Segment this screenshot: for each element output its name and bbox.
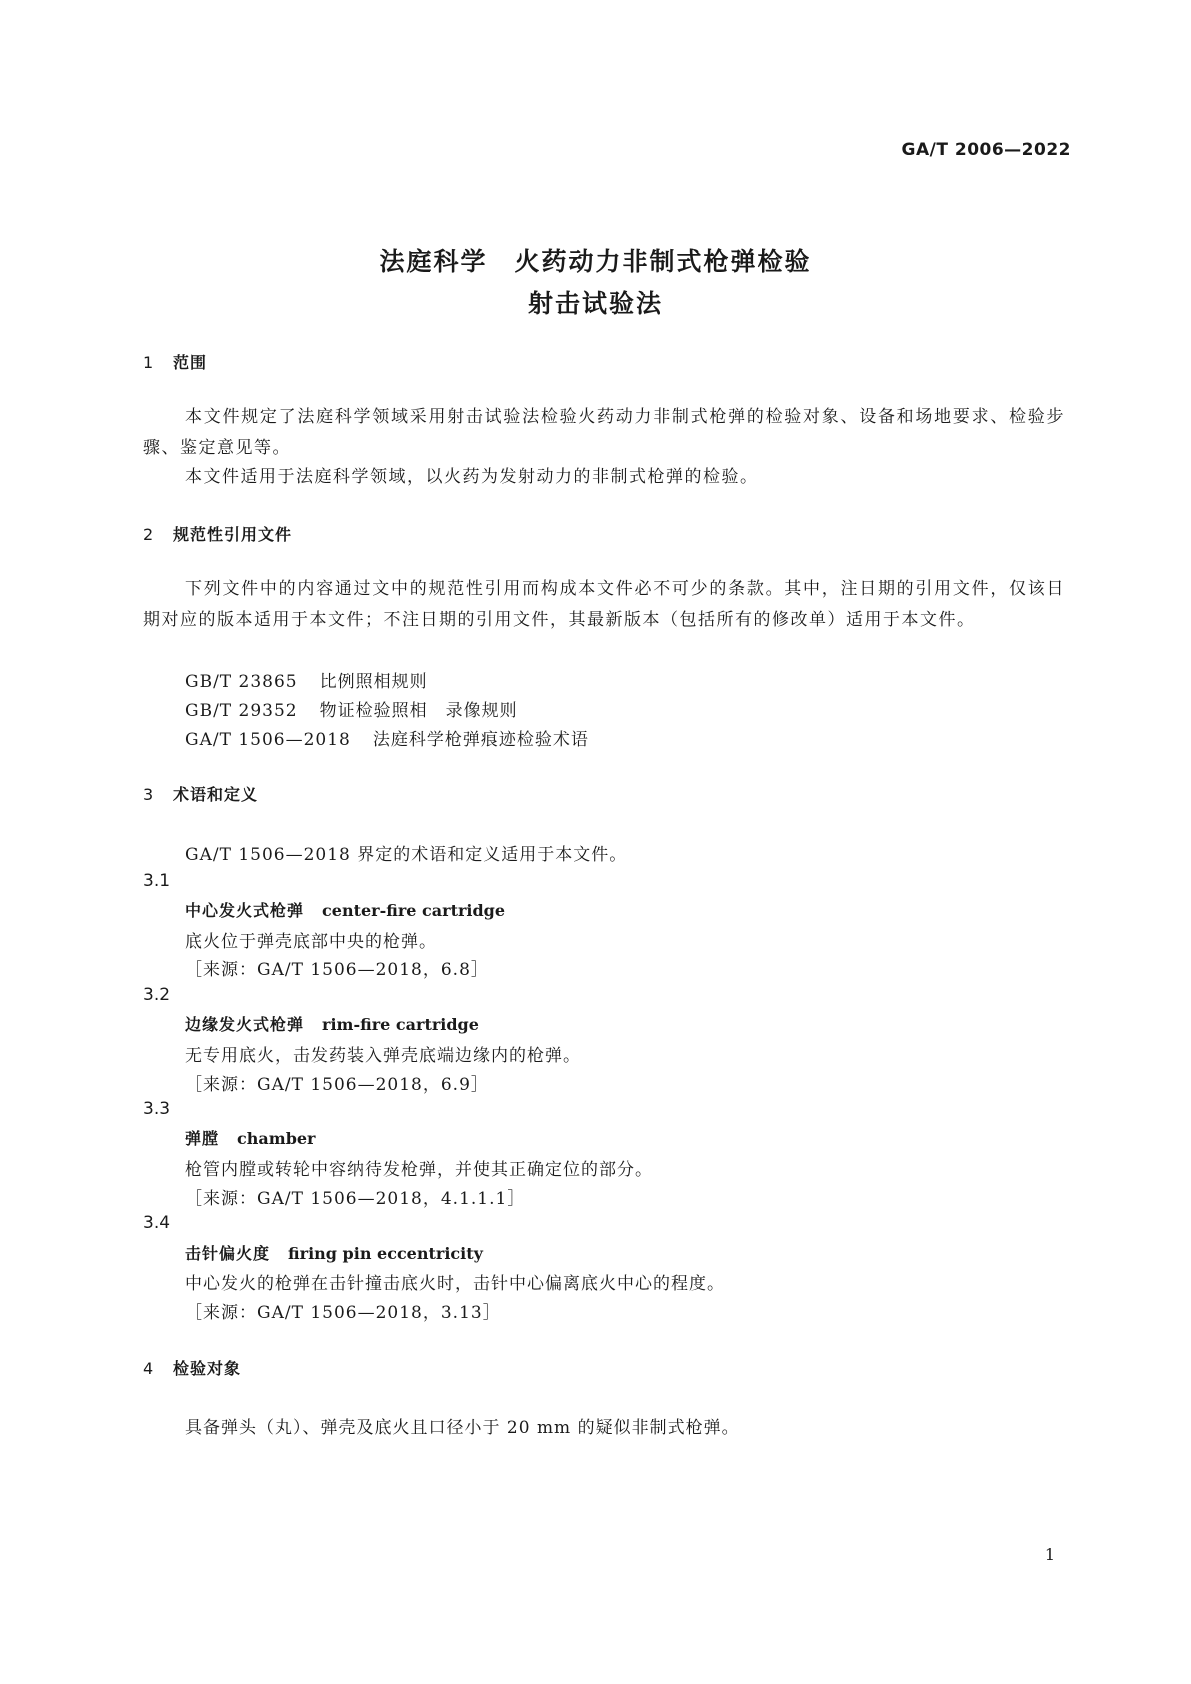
term-definition: 无专用底火，击发药装入弹壳底端边缘内的枪弹。 <box>185 1046 581 1066</box>
term-zh: 中心发火式枪弹 <box>185 901 305 920</box>
section-4-heading <box>143 1356 241 1379</box>
reference-title: 法庭科学枪弹痕迹检验术语 <box>372 730 589 750</box>
section-3-intro: GA/T 1506—2018 界定的术语和定义适用于本文件。 <box>185 845 628 865</box>
term-title <box>185 898 505 921</box>
term-en: rim-fire cartridge <box>322 1015 479 1034</box>
term-number: 3.2 <box>143 985 171 1005</box>
term-definition: 底火位于弹壳底部中央的枪弹。 <box>185 932 437 952</box>
section-title: 术语和定义 <box>173 785 259 804</box>
reference-item <box>185 725 589 750</box>
term-source: ［来源：GA/T 1506—2018，6.9］ <box>185 1075 489 1095</box>
term-number: 3.3 <box>143 1099 171 1119</box>
standard-code: GA/T 2006—2022 <box>901 140 1071 160</box>
term-number: 3.4 <box>143 1213 171 1233</box>
term-zh: 边缘发火式枪弹 <box>185 1015 305 1034</box>
section-1-paragraph-1: 本文件规定了法庭科学领域采用射击试验法检验火药动力非制式枪弹的检验对象、设备和场地要求、检验步骤、鉴定意见等。 <box>143 407 1065 458</box>
section-number: 4 <box>143 1359 155 1378</box>
reference-item <box>185 667 428 692</box>
section-2-paragraph-1: 下列文件中的内容通过文中的规范性引用而构成本文件必不可少的条款。其中，注日期的引用文件，仅该日期对应的版本适用于本文件；不注日期的引用文件，其最新版本（包括所有的修改单）适用于本文件。 <box>143 579 1065 630</box>
term-number: 3.1 <box>143 871 171 891</box>
section-number: 2 <box>143 525 155 544</box>
term-title <box>185 1126 315 1149</box>
document-title-line1: 法庭科学 火药动力非制式枪弹检验 <box>379 247 812 276</box>
reference-code: GB/T 23865 <box>185 672 298 692</box>
term-en: center-fire cartridge <box>322 901 506 920</box>
reference-title: 比例照相规则 <box>319 672 428 692</box>
section-number: 1 <box>143 353 155 372</box>
reference-code: GB/T 29352 <box>185 701 298 721</box>
section-4-paragraph-1: 具备弹头（丸）、弹壳及底火且口径小于 20 mm 的疑似非制式枪弹。 <box>185 1418 740 1438</box>
term-en: chamber <box>237 1129 316 1148</box>
term-title <box>185 1012 479 1035</box>
term-zh: 击针偏火度 <box>185 1244 271 1263</box>
section-1-paragraph-2: 本文件适用于法庭科学领域，以火药为发射动力的非制式枪弹的检验。 <box>185 467 759 487</box>
term-definition: 中心发火的枪弹在击针撞击底火时，击针中心偏离底火中心的程度。 <box>185 1274 725 1294</box>
term-source: ［来源：GA/T 1506—2018，3.13］ <box>185 1303 501 1323</box>
term-en: firing pin eccentricity <box>288 1244 483 1263</box>
document-title-line2: 射击试验法 <box>527 289 663 318</box>
term-definition: 枪管内膛或转轮中容纳待发枪弹，并使其正确定位的部分。 <box>185 1160 653 1180</box>
section-2-heading <box>143 522 292 545</box>
section-3-heading <box>143 782 258 805</box>
section-title: 检验对象 <box>173 1359 242 1378</box>
term-title <box>185 1241 483 1264</box>
term-zh: 弹膛 <box>185 1129 220 1148</box>
reference-item <box>185 696 518 721</box>
section-1-heading <box>143 350 207 373</box>
section-number: 3 <box>143 785 155 804</box>
page-number: 1 <box>1044 1545 1055 1564</box>
section-title: 范围 <box>173 353 208 372</box>
reference-title: 物证检验照相 录像规则 <box>319 701 518 721</box>
term-source: ［来源：GA/T 1506—2018，6.8］ <box>185 960 489 980</box>
section-title: 规范性引用文件 <box>173 525 293 544</box>
term-source: ［来源：GA/T 1506—2018，4.1.1.1］ <box>185 1189 526 1209</box>
reference-code: GA/T 1506—2018 <box>185 730 351 750</box>
